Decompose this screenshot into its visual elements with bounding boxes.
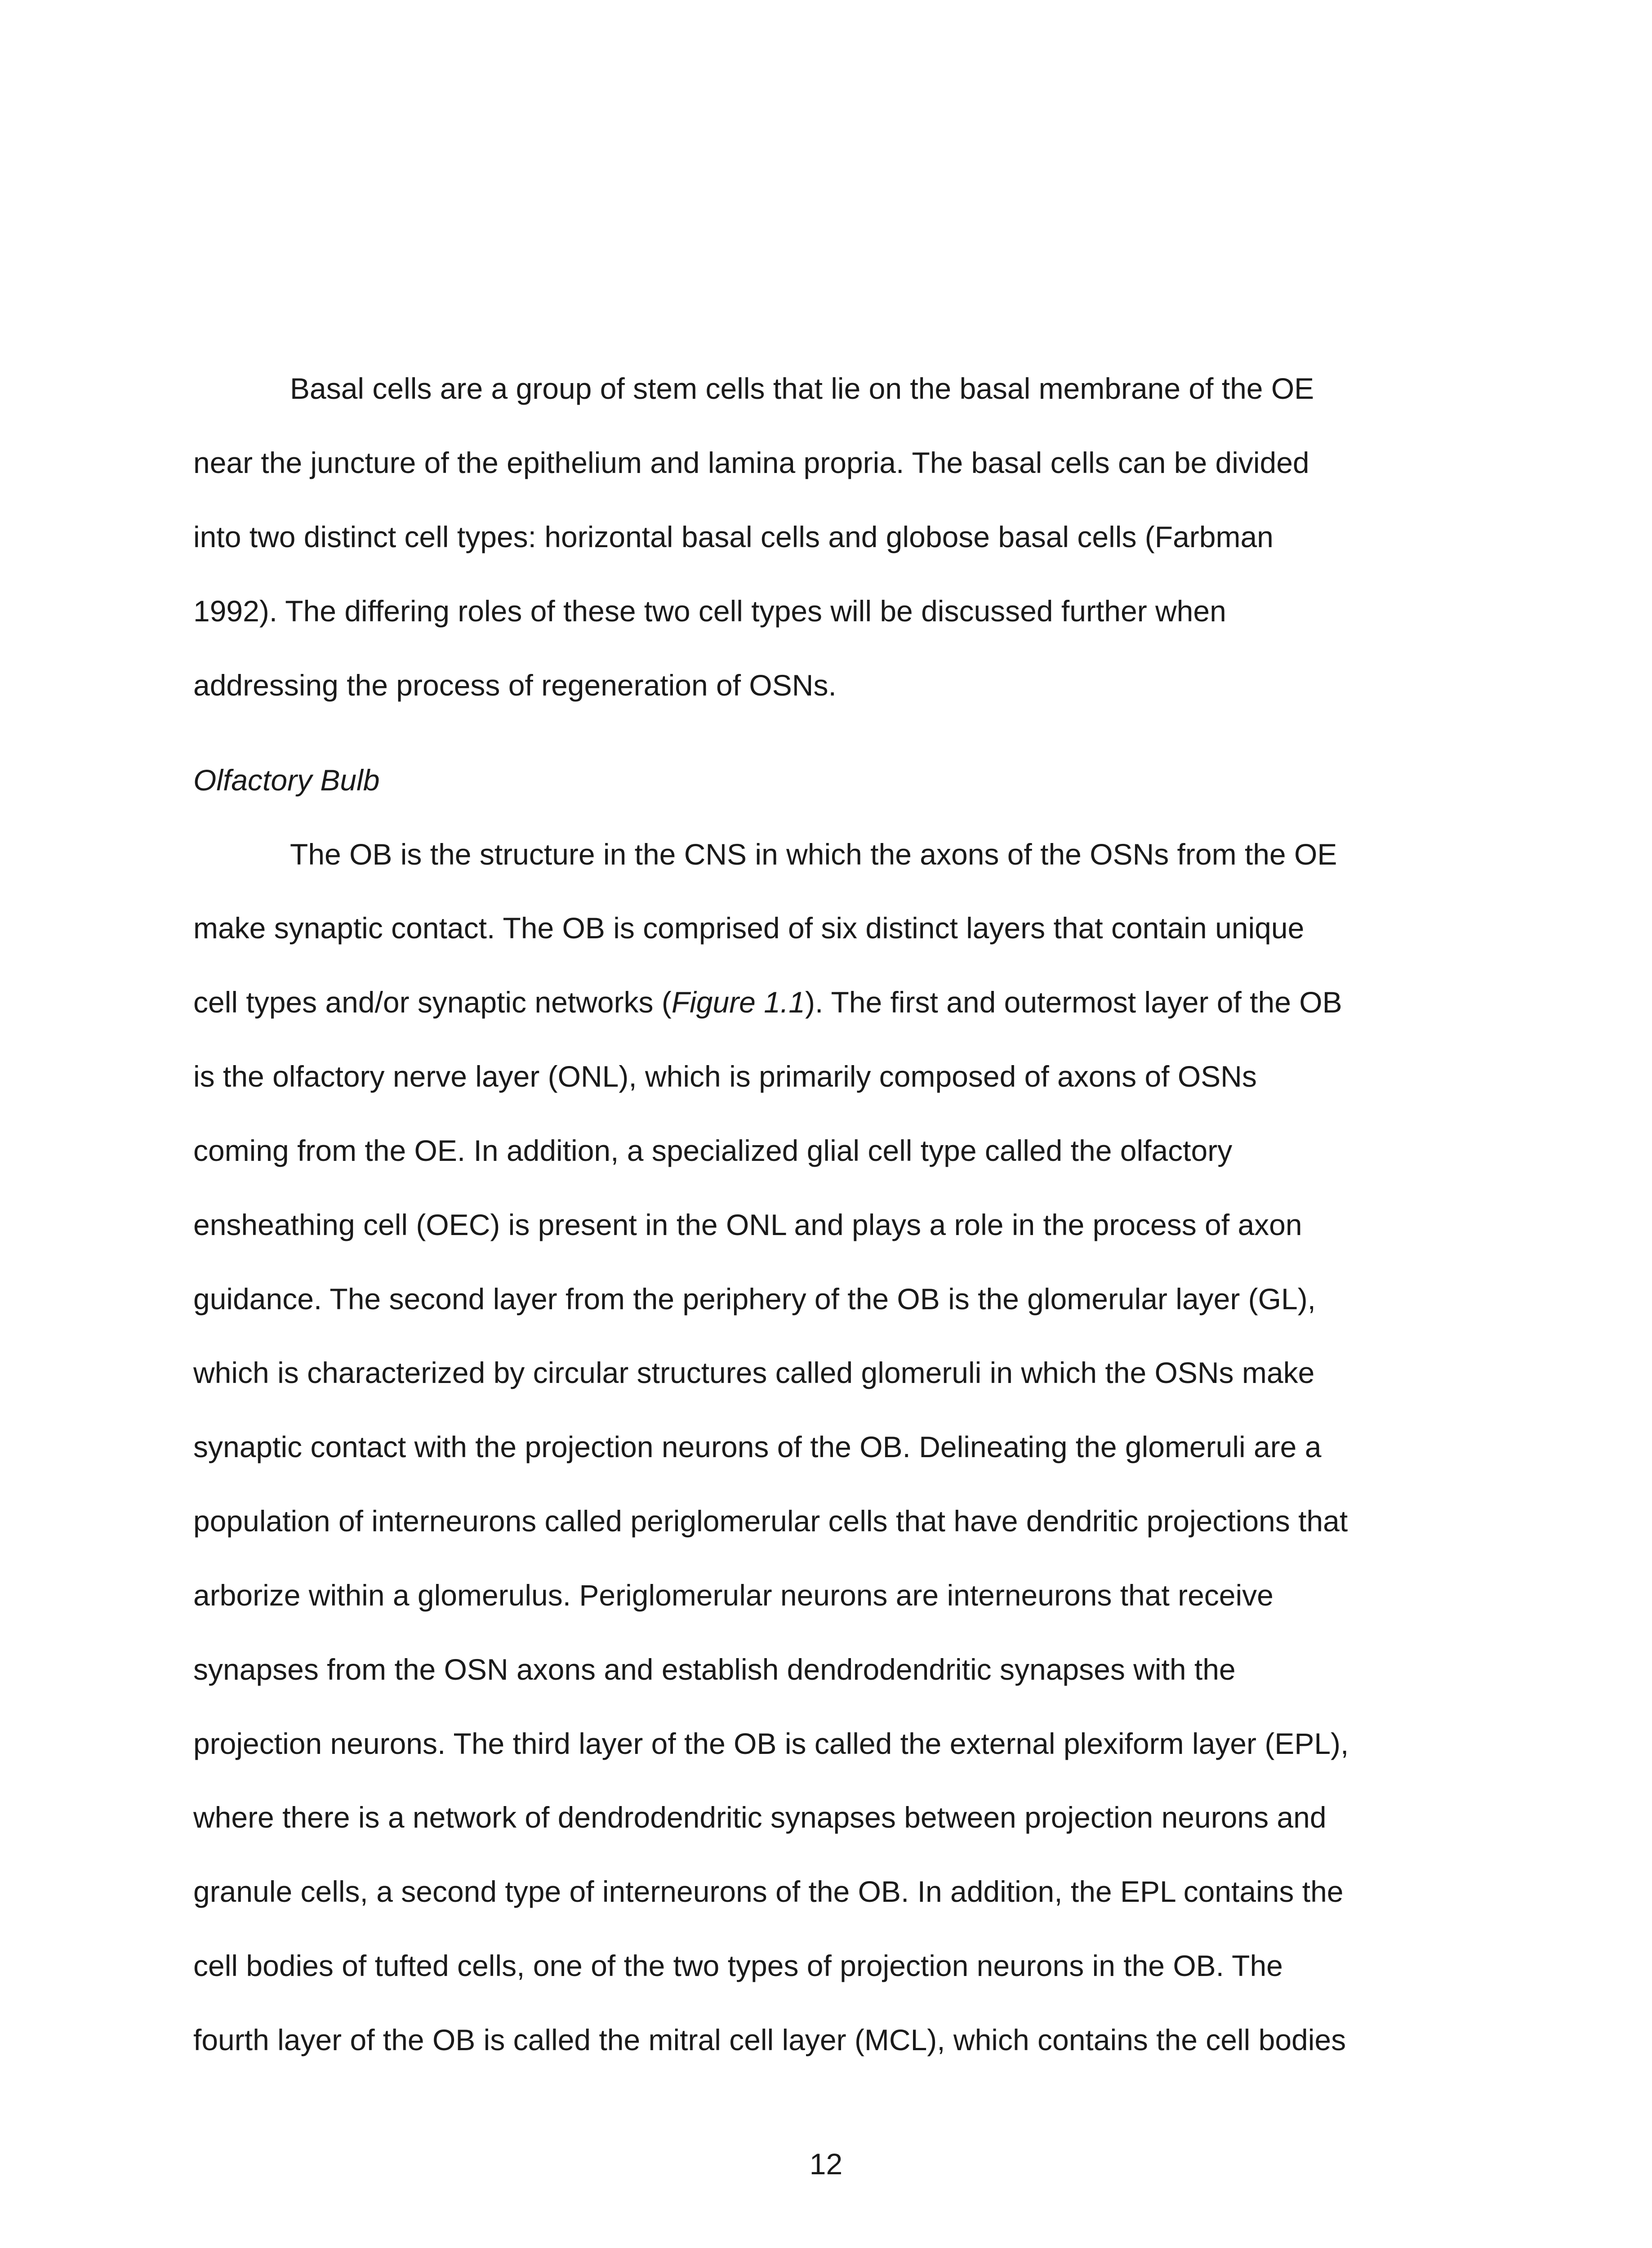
paragraph-2-line-15: granule cells, a second type of interneurons of the OB. In addition, the EPL contains the [193,1875,1344,1908]
paragraph-2-line-2: make synaptic contact. The OB is comprised of six distinct layers that contain unique [193,911,1305,945]
paragraph-2-line-11: arborize within a glomerulus. Periglomerular neurons are interneurons that receive [193,1579,1274,1612]
figure-reference: Figure 1.1 [671,986,805,1019]
paragraph-2-line-16: cell bodies of tufted cells, one of the two types of projection neurons in the OB. The [193,1949,1283,1982]
paragraph-2-line-4: is the olfactory nerve layer (ONL), which is primarily composed of axons of OSNs [193,1060,1257,1093]
paragraph-2-line-5: coming from the OE. In addition, a specialized glial cell type called the olfactory [193,1134,1233,1167]
paragraph-2-line-6: ensheathing cell (OEC) is present in the ONL and plays a role in the process of axon [193,1208,1302,1241]
paragraph-1-line-4: 1992). The differing roles of these two cell types will be discussed further when [193,594,1226,628]
line-3-text-before: cell types and/or synaptic networks ( [193,986,672,1019]
paragraph-2-line-14: where there is a network of dendrodendritic synapses between projection neurons and [193,1801,1327,1834]
paragraph-1-line-5: addressing the process of regeneration of OSNs. [193,669,837,702]
paragraph-2-line-12: synapses from the OSN axons and establish dendrodendritic synapses with the [193,1653,1236,1686]
paragraph-2-line-9: synaptic contact with the projection neurons of the OB. Delineating the glomeruli are a [193,1430,1322,1463]
paragraph-2-line-10: population of interneurons called periglomerular cells that have dendritic projections that [193,1504,1348,1538]
paragraph-1-line-3: into two distinct cell types: horizontal basal cells and globose basal cells (Farbman [193,520,1274,553]
paragraph-2-line-1: The OB is the structure in the CNS in which the axons of the OSNs from the OE [290,838,1337,871]
paragraph-2-line-13: projection neurons. The third layer of the OB is called the external plexiform layer (EPL), [193,1727,1349,1760]
line-3-text-after: ). The first and outermost layer of the OB [805,986,1342,1019]
paragraph-2-line-3 [193,984,1342,1020]
paragraph-1-line-1: Basal cells are a group of stem cells that lie on the basal membrane of the OE [290,372,1314,405]
page-number: 12 [809,2147,843,2181]
paragraph-2-line-7: guidance. The second layer from the periphery of the OB is the glomerular layer (GL), [193,1282,1316,1316]
paragraph-2-line-17: fourth layer of the OB is called the mitral cell layer (MCL), which contains the cell bodies [193,2023,1346,2056]
section-heading: Olfactory Bulb [193,763,380,797]
paragraph-1-line-2: near the juncture of the epithelium and lamina propria. The basal cells can be divided [193,446,1309,479]
paragraph-2-line-8: which is characterized by circular structures called glomeruli in which the OSNs make [193,1356,1315,1389]
